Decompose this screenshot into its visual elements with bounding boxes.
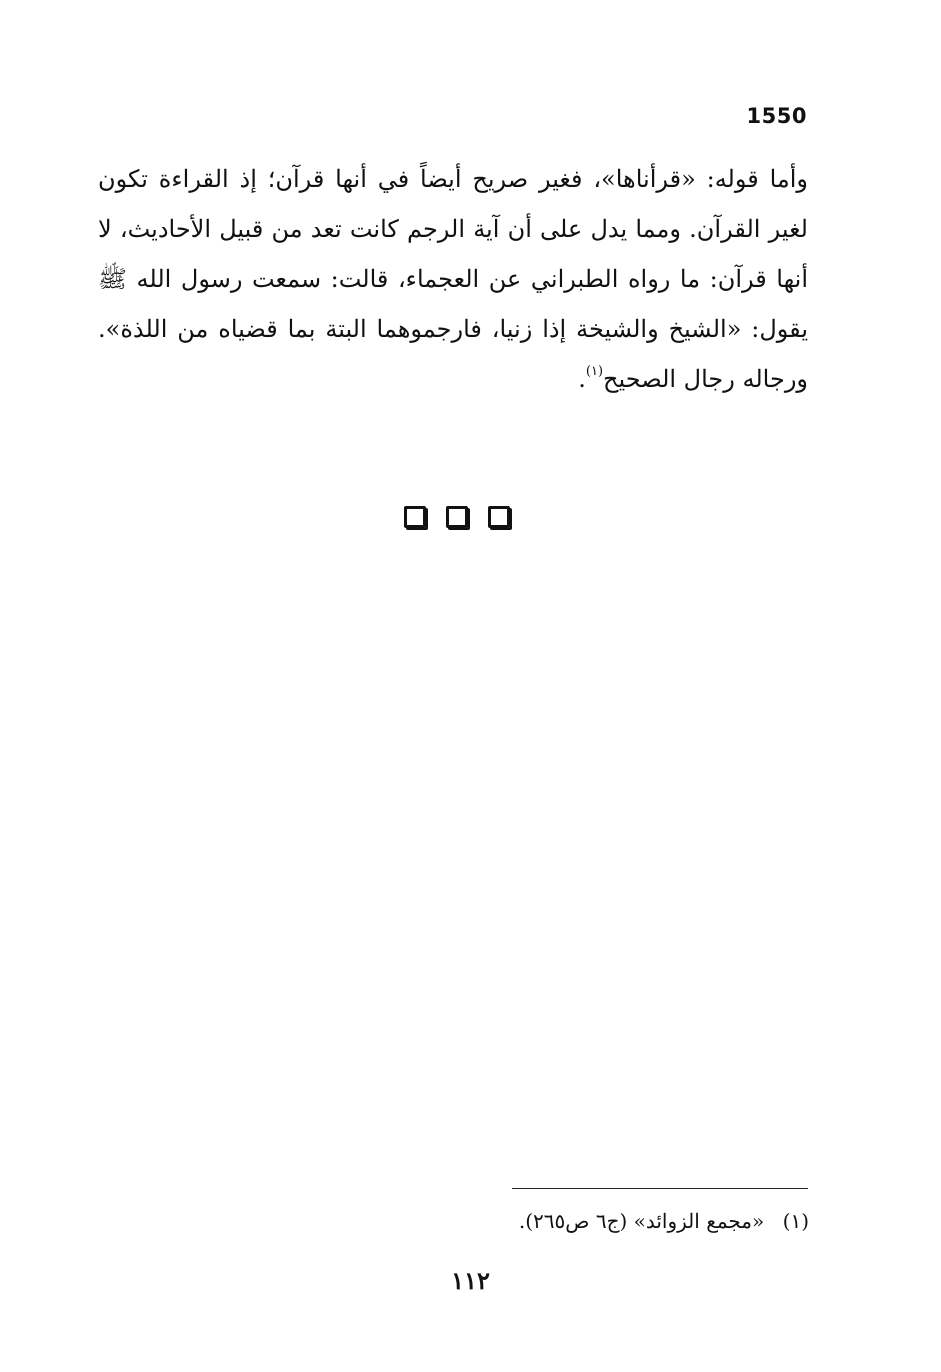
page-number: ١١٢ — [451, 1266, 490, 1295]
section-separator — [404, 506, 510, 528]
footnote-text: «مجمع الزوائد» (ج٦ ص٢٦٥). — [518, 1209, 765, 1233]
footnote-number: (١) — [782, 1209, 809, 1233]
footnote — [519, 1206, 809, 1236]
footnote-marker: (١) — [585, 364, 604, 379]
footnote-divider — [512, 1188, 808, 1189]
separator-box-icon — [488, 506, 510, 528]
main-paragraph — [98, 154, 808, 404]
separator-box-icon — [446, 506, 468, 528]
page-reference-number: 1550 — [746, 104, 807, 128]
paragraph-end: . — [578, 365, 586, 393]
separator-box-icon — [404, 506, 426, 528]
main-paragraph-text: وأما قوله: «قرأناها»، فغير صريح أيضاً في أنها قرآن؛ إذ القراءة تكون لغير القرآن. ومما يدل على أن آية الرجم كانت تعد من قبيل الأحاديث، لا أنها قرآن: ما رواه الطبراني عن العجماء، قالت: سمعت رسول الله ﷺ يقول: «الشيخ والشيخة إذا زنيا، فارجموهما البتة بما قضياه من اللذة». ورجاله رجال الصحيح — [98, 165, 808, 393]
